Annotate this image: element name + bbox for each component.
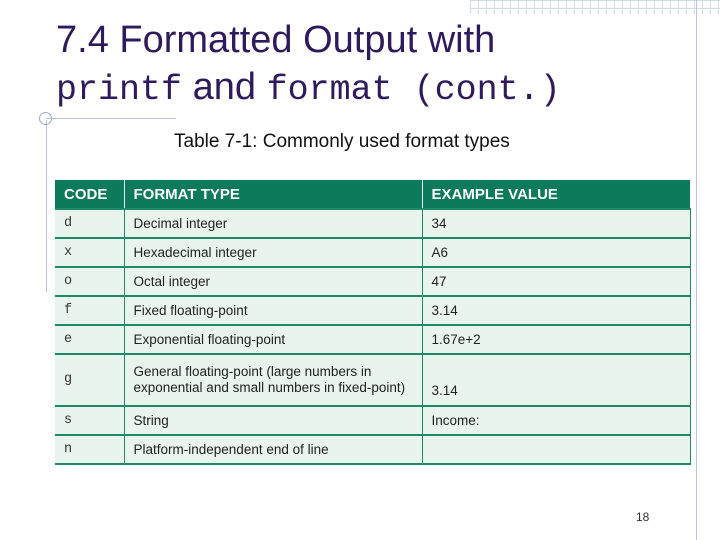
cell-code: n: [55, 435, 124, 464]
slide-title-line1: 7.4 Formatted Output with: [56, 19, 496, 61]
cell-format-type: Fixed floating-point: [124, 296, 422, 325]
header-format-type: FORMAT TYPE: [124, 180, 422, 209]
cell-code: o: [55, 267, 124, 296]
cell-format-type: General floating-point (large numbers in exponential and small numbers in fixed-point): [124, 354, 422, 406]
cell-example: 34: [422, 209, 690, 238]
cell-example: Income:: [422, 406, 690, 435]
cell-code: f: [55, 296, 124, 325]
slide-number: 18: [636, 510, 650, 524]
cell-code: g: [55, 354, 124, 406]
title-and: and: [182, 66, 267, 108]
cell-format-type: String: [124, 406, 422, 435]
table-row: [55, 296, 690, 325]
cell-code: s: [55, 406, 124, 435]
cell-format-type: Octal integer: [124, 267, 422, 296]
decorative-line-left: [46, 120, 47, 292]
decorative-line-right: [696, 0, 697, 540]
table-header-row: [55, 180, 690, 209]
header-code: CODE: [55, 180, 124, 209]
cell-example: A6: [422, 238, 690, 267]
table-row: [55, 209, 690, 238]
cell-example: [422, 435, 690, 464]
cell-format-type: Exponential floating-point: [124, 325, 422, 354]
title-code-format: format (cont.): [266, 70, 561, 110]
cell-code: d: [55, 209, 124, 238]
cell-code: e: [55, 325, 124, 354]
table-caption: Table 7-1: Commonly used format types: [174, 131, 510, 152]
table-row: [55, 267, 690, 296]
cell-example: 3.14: [422, 354, 690, 406]
table-row: [55, 435, 690, 464]
cell-example: 3.14: [422, 296, 690, 325]
cell-example: 47: [422, 267, 690, 296]
table-row: [55, 325, 690, 354]
format-types-table: [55, 180, 691, 465]
table-row: [55, 354, 690, 406]
decorative-grid: [470, 0, 720, 14]
cell-format-type: Hexadecimal integer: [124, 238, 422, 267]
cell-example: 1.67e+2: [422, 325, 690, 354]
cell-format-type: Decimal integer: [124, 209, 422, 238]
decorative-circle: [39, 112, 52, 125]
title-underline: [46, 118, 176, 119]
header-example-value: EXAMPLE VALUE: [422, 180, 690, 209]
table-row: [55, 238, 690, 267]
title-code-printf: printf: [56, 70, 183, 110]
cell-code: x: [55, 238, 124, 267]
table-row: [55, 406, 690, 435]
slide-title-line2: [56, 64, 561, 118]
cell-format-type: Platform-independent end of line: [124, 435, 422, 464]
